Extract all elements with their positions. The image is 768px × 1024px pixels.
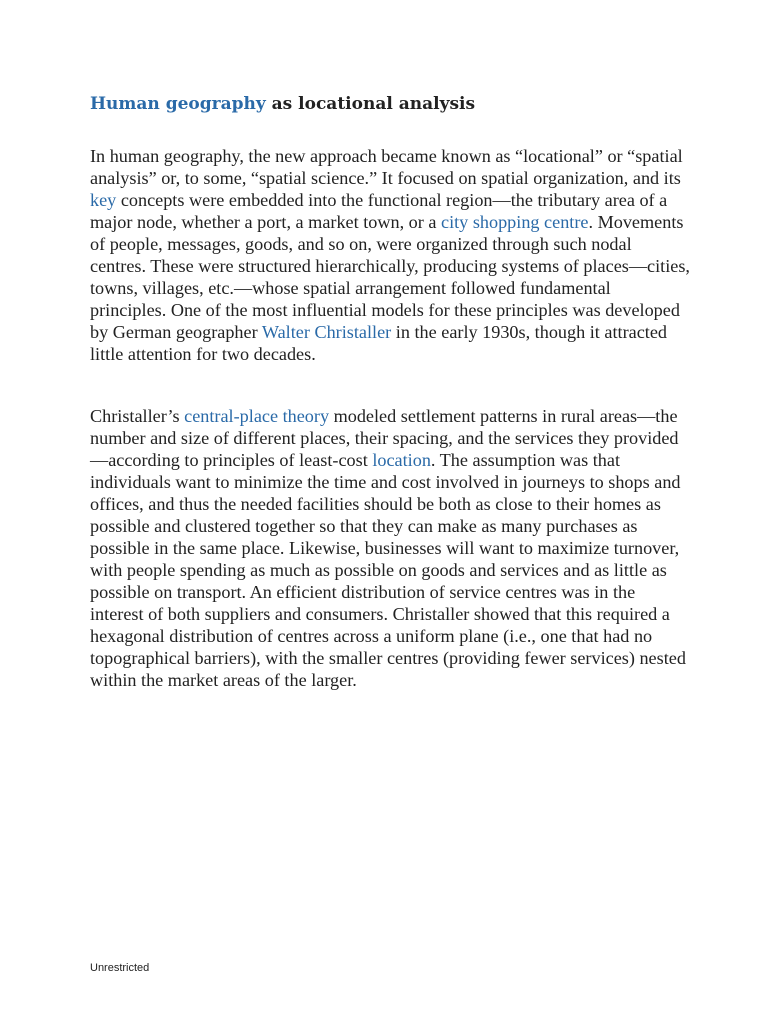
- link-key[interactable]: key: [90, 190, 117, 210]
- footer-classification-label: Unrestricted: [90, 962, 150, 974]
- link-human-geography[interactable]: Human geography: [90, 94, 266, 114]
- paragraph-text: In human geography, the new approach became known as “locational” or “spatial analysis” or, to some, “spatial science.” It focused on spatial organization, and its: [90, 146, 683, 188]
- link-location[interactable]: location: [372, 450, 431, 470]
- paragraph-text: concepts were embedded into the functional region—the tributary area of a major node, whether a port, a market town, or a: [90, 190, 668, 232]
- paragraph-text: in the early 1930s, though it attracted little attention for two decades.: [90, 322, 668, 364]
- paragraph-locational-analysis: [90, 145, 690, 365]
- link-central-place-theory[interactable]: central-place theory: [184, 406, 330, 426]
- heading-text: as locational analysis: [265, 94, 476, 114]
- paragraph-text: modeled settlement patterns in rural areas—the number and size of different places, their spacing, and the services they provided—according to principles of least-cost: [90, 406, 679, 470]
- link-city-shopping-centre[interactable]: city shopping centre: [441, 212, 589, 232]
- paragraph-text: Christaller’s: [90, 406, 185, 426]
- paragraph-text: . Movements of people, messages, goods, and so on, were organized through such nodal centres. These were structured hierarchically, producing systems of places—cities, towns, villages, etc.—whose spatial arrangement followed fundamental principles. One of the most influential models for these principles was developed by German geographer: [90, 212, 690, 342]
- paragraph-text: . The assumption was that individuals want to minimize the time and cost involved in journeys to shops and offices, and thus the needed facilities should be both as close to their homes as possible and clustered together so that they can make as many purchases as possible in the same place. Likewise, businesses will want to maximize turnover, with people spending as much as possible on goods and services and as little as possible on transport. An efficient distribution of service centres was in the interest of both suppliers and consumers. Christaller showed that this required a hexagonal distribution of centres across a uniform plane (i.e., one that had no topographical barriers), with the smaller centres (providing fewer services) nested within the market areas of the larger.: [90, 450, 686, 690]
- section-heading: [90, 92, 690, 116]
- paragraph-central-place-theory: [90, 405, 690, 691]
- link-walter-christaller[interactable]: Walter Christaller: [261, 322, 392, 342]
